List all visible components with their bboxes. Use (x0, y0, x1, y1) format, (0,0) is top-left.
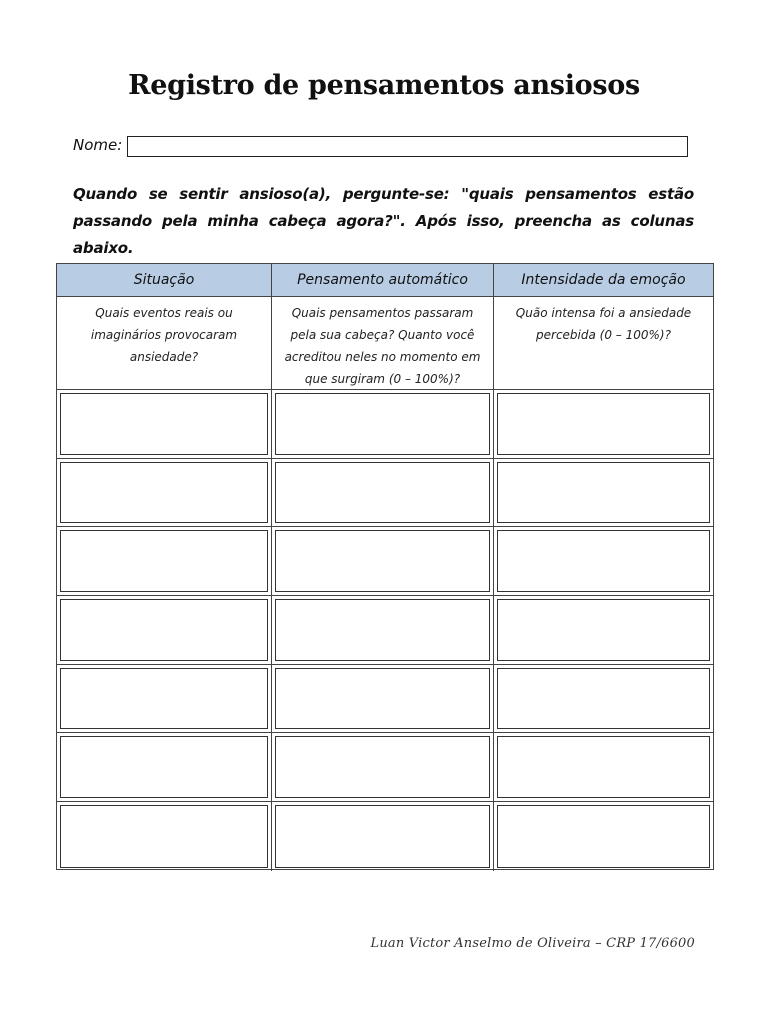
name-field[interactable] (127, 136, 688, 157)
column-header-situation: Situação (57, 264, 272, 297)
table-cell-automatic-thought (272, 802, 494, 871)
entry-box-situation[interactable] (60, 668, 268, 730)
table-cell-automatic-thought (272, 527, 494, 596)
table-cell-emotion-intensity (494, 527, 713, 596)
name-label: Nome: (73, 136, 123, 154)
column-header-automatic-thought: Pensamento automático (272, 264, 494, 297)
table-cell-emotion-intensity (494, 802, 713, 871)
entry-box-situation[interactable] (60, 736, 268, 798)
table-cell-emotion-intensity (494, 733, 713, 802)
table-cell-situation (57, 527, 272, 596)
instructions-text: Quando se sentir ansioso(a), pergunte-se: "quais pensamentos estão passando pela minha cabeça agora?". Após isso, preencha as colunas abaixo. (73, 185, 694, 257)
entry-box-emotion-intensity[interactable] (497, 599, 710, 661)
table-cell-automatic-thought (272, 596, 494, 665)
table-cell-situation (57, 802, 272, 871)
entry-box-situation[interactable] (60, 599, 268, 661)
column-description-automatic-thought: Quais pensamentos passaram pela sua cabeça? Quanto você acreditou neles no momento em que surgiram (0 – 100%)? (272, 297, 494, 390)
table-cell-situation (57, 596, 272, 665)
entry-box-situation[interactable] (60, 462, 268, 524)
entry-box-emotion-intensity[interactable] (497, 462, 710, 524)
footer-credit: Luan Victor Anselmo de Oliveira – CRP 17/6600 (370, 936, 695, 951)
entry-box-automatic-thought[interactable] (275, 530, 490, 592)
table-cell-automatic-thought (272, 390, 494, 459)
entry-box-situation[interactable] (60, 393, 268, 455)
table-cell-emotion-intensity (494, 665, 713, 734)
entry-box-emotion-intensity[interactable] (497, 805, 710, 868)
table-cell-situation (57, 665, 272, 734)
entry-box-automatic-thought[interactable] (275, 805, 490, 868)
entry-box-emotion-intensity[interactable] (497, 393, 710, 455)
column-description-situation: Quais eventos reais ou imaginários provocaram ansiedade? (57, 297, 272, 390)
table-cell-automatic-thought (272, 733, 494, 802)
table-cell-automatic-thought (272, 665, 494, 734)
entry-box-emotion-intensity[interactable] (497, 668, 710, 730)
page-title: Registro de pensamentos ansiosos (128, 70, 640, 101)
entry-box-automatic-thought[interactable] (275, 462, 490, 524)
entry-box-situation[interactable] (60, 530, 268, 592)
entry-box-emotion-intensity[interactable] (497, 736, 710, 798)
table-cell-situation (57, 459, 272, 528)
entry-box-automatic-thought[interactable] (275, 393, 490, 455)
entry-box-emotion-intensity[interactable] (497, 530, 710, 592)
table-cell-automatic-thought (272, 459, 494, 528)
entry-box-automatic-thought[interactable] (275, 668, 490, 730)
table-cell-situation (57, 733, 272, 802)
table-cell-emotion-intensity (494, 596, 713, 665)
entry-box-situation[interactable] (60, 805, 268, 868)
entry-box-automatic-thought[interactable] (275, 599, 490, 661)
column-header-emotion-intensity: Intensidade da emoção (494, 264, 713, 297)
thought-record-table (56, 263, 714, 870)
table-cell-situation (57, 390, 272, 459)
table-cell-emotion-intensity (494, 459, 713, 528)
entry-box-automatic-thought[interactable] (275, 736, 490, 798)
column-description-emotion-intensity: Quão intensa foi a ansiedade percebida (0 – 100%)? (494, 297, 713, 390)
table-cell-emotion-intensity (494, 390, 713, 459)
